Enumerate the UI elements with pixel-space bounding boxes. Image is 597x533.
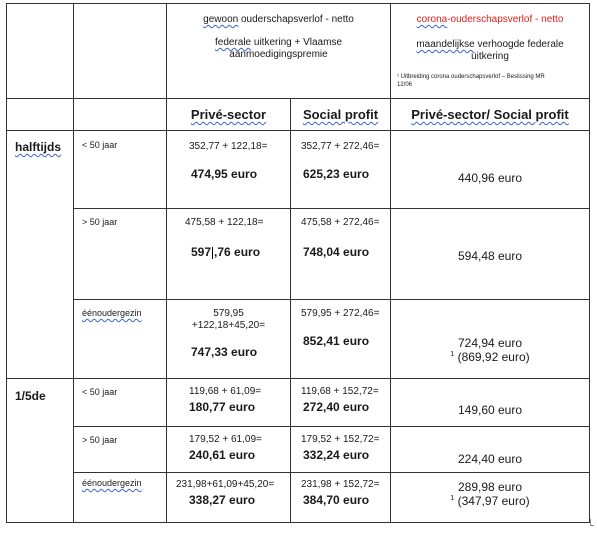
table-end-mark bbox=[590, 519, 594, 526]
table-row bbox=[7, 300, 590, 379]
subheader-row bbox=[7, 99, 590, 131]
corona-leave-subtitle-2: uitkering bbox=[471, 51, 509, 62]
regular-leave-header-cell bbox=[167, 4, 391, 99]
corona-value-cell: 594,48 euro bbox=[391, 209, 590, 300]
social-value-cell: 179,52 + 152,72= 332,24 euro bbox=[291, 427, 391, 473]
corona-leave-title: corona-ouderschapsverlof - netto bbox=[416, 14, 564, 25]
empty-header-cell bbox=[74, 4, 167, 99]
category-cell: < 50 jaar bbox=[74, 131, 167, 209]
corona-value-cell: 149,60 euro bbox=[391, 379, 590, 427]
social-value-cell: 579,95 + 272,46= 852,41 euro bbox=[291, 300, 391, 379]
regular-leave-subtitle-2: aanmoedigingspremie bbox=[229, 49, 328, 60]
category-cell: > 50 jaar bbox=[74, 427, 167, 473]
social-value-cell: 119,68 + 152,72= 272,40 euro bbox=[291, 379, 391, 427]
table-row bbox=[7, 473, 590, 523]
corona-leave-header-cell bbox=[391, 4, 590, 99]
header-row bbox=[7, 4, 590, 99]
regular-leave-subtitle: federale uitkering + Vlaamse bbox=[214, 37, 343, 48]
prive-value-cell: 352,77 + 122,18= 474,95 euro bbox=[167, 131, 291, 209]
empty-sub-cell bbox=[7, 99, 74, 131]
prive-value-cell: 475,58 + 122,18= 597 ,76 euro bbox=[167, 209, 291, 300]
corona-leave-subtitle: maandelijkse verhoogde federale bbox=[416, 39, 564, 50]
corona-footnote: ¹ Uitbreiding corona ouderschapsverlof – Beslissing MR bbox=[397, 74, 545, 80]
empty-corner-cell bbox=[7, 4, 74, 99]
social-value-cell: 352,77 + 272,46= 625,23 euro bbox=[291, 131, 391, 209]
social-value-cell: 231,98 + 152,72= 384,70 euro bbox=[291, 473, 391, 523]
prive-value-cell: 179,52 + 61,09= 240,61 euro bbox=[167, 427, 291, 473]
table-row bbox=[7, 209, 590, 300]
text-cursor bbox=[212, 247, 213, 259]
category-cell: éénoudergezin bbox=[74, 473, 167, 523]
corona-value-cell: 724,94 euro $^1$ (869,92 euro) bbox=[391, 300, 590, 379]
social-value-cell: 475,58 + 272,46= 748,04 euro bbox=[291, 209, 391, 300]
prive-value-cell: 231,98+61,09+45,20= 338,27 euro bbox=[167, 473, 291, 523]
fifth-label-cell: 1/5de bbox=[7, 379, 74, 523]
corona-footnote-2: 12/06 bbox=[397, 82, 413, 88]
category-cell: > 50 jaar bbox=[74, 209, 167, 300]
corona-value-cell: 440,96 euro bbox=[391, 131, 590, 209]
social-profit-header: Social profit bbox=[291, 99, 391, 131]
table-row bbox=[7, 427, 590, 473]
category-cell: < 50 jaar bbox=[74, 379, 167, 427]
halftijds-label-cell: halftijds bbox=[7, 131, 74, 379]
empty-sub-cell-2 bbox=[74, 99, 167, 131]
regular-leave-title: gewoon ouderschapsverlof - netto bbox=[203, 14, 354, 25]
category-cell: éénoudergezin bbox=[74, 300, 167, 379]
table-row bbox=[7, 379, 590, 427]
prive-value-cell: 579,95 +122,18+45,20= 747,33 euro bbox=[167, 300, 291, 379]
prive-value-cell: 119,68 + 61,09= 180,77 euro bbox=[167, 379, 291, 427]
allowance-table bbox=[6, 3, 590, 523]
prive-sector-header: Privé-sector bbox=[167, 99, 291, 131]
table-row bbox=[7, 131, 590, 209]
combined-sector-header: Privé-sector/ Social profit bbox=[391, 99, 590, 131]
corona-value-cell: 289,98 euro $^1$ (347,97 euro) bbox=[391, 473, 590, 523]
corona-value-cell: 224,40 euro bbox=[391, 427, 590, 473]
